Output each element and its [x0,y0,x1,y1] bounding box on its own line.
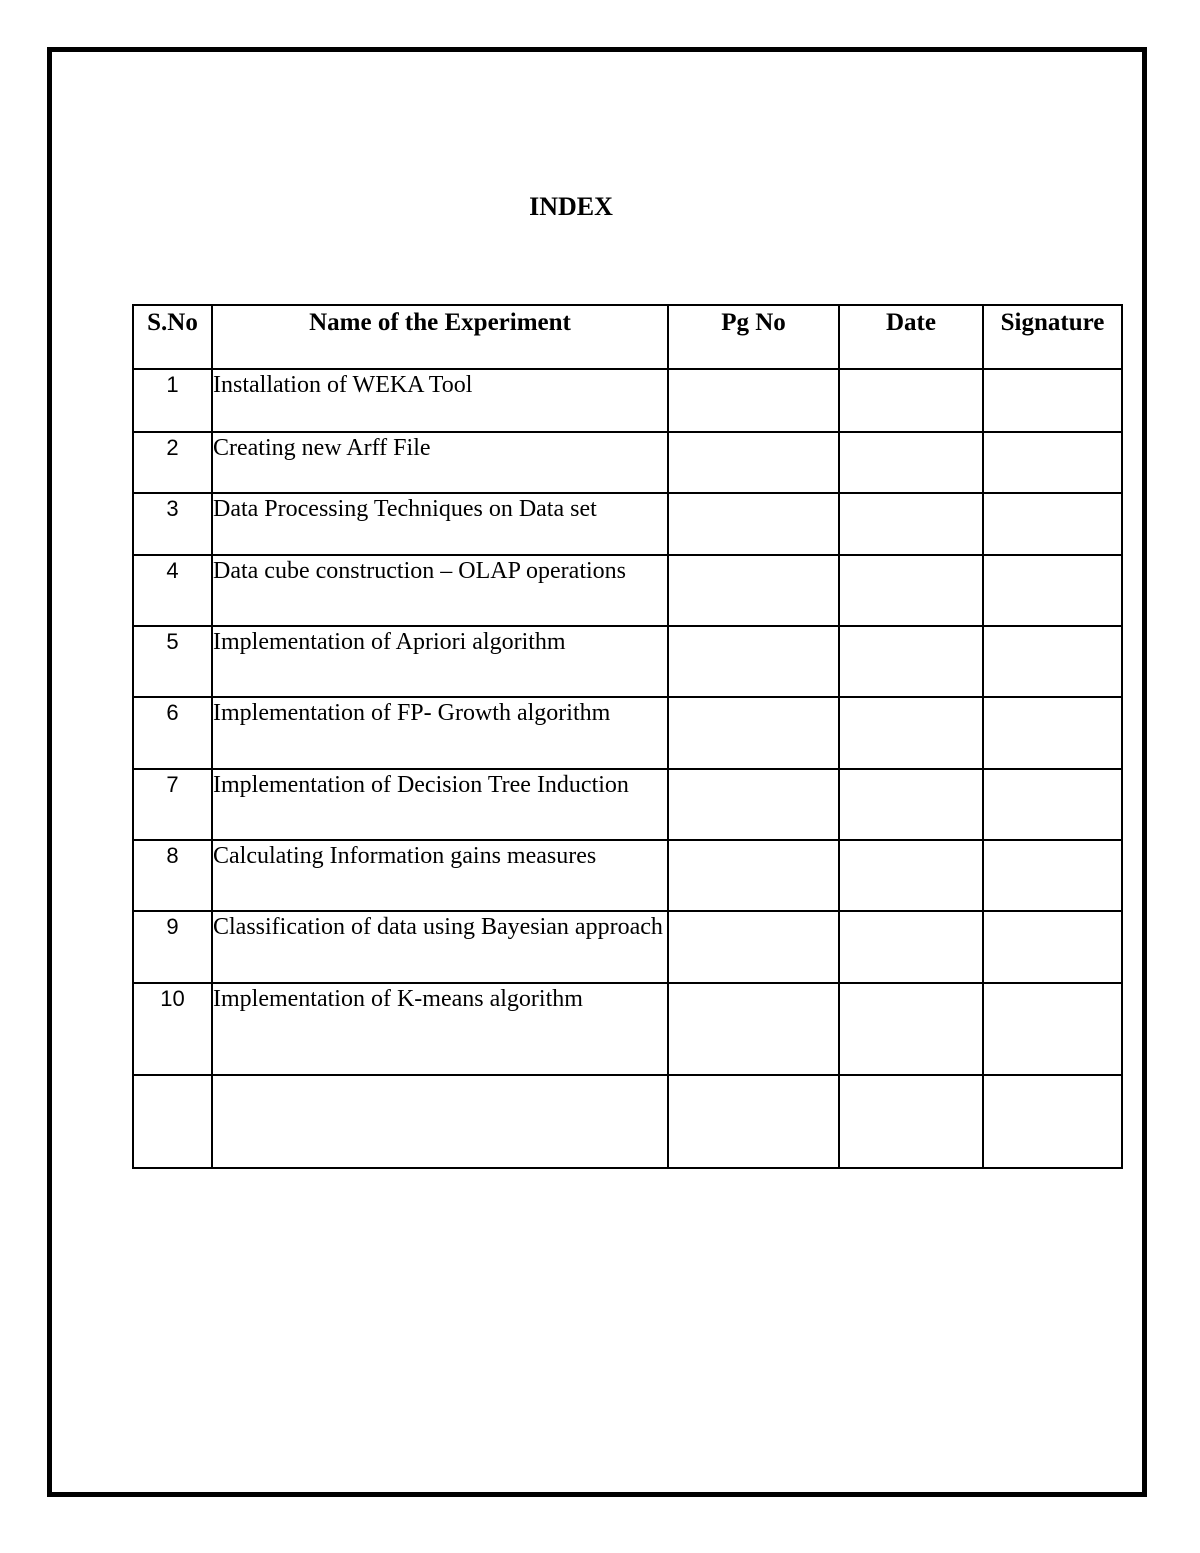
header-experiment-name: Name of the Experiment [212,305,668,369]
cell-page-no [668,555,839,626]
table-row [133,983,1122,1075]
cell-page-no [668,911,839,983]
cell-experiment-name: Implementation of Apriori algorithm [212,626,668,697]
index-table [132,304,1123,1169]
header-signature: Signature [983,305,1122,369]
cell-sno: 4 [133,555,212,626]
cell-page-no [668,840,839,911]
cell-sno [133,1075,212,1168]
cell-date [839,369,983,432]
cell-signature [983,983,1122,1075]
cell-sno: 3 [133,493,212,555]
cell-signature [983,911,1122,983]
cell-sno: 2 [133,432,212,493]
cell-experiment-name: Implementation of K-means algorithm [212,983,668,1075]
cell-page-no [668,369,839,432]
table-row [133,555,1122,626]
cell-date [839,555,983,626]
table-row [133,911,1122,983]
cell-signature [983,432,1122,493]
cell-experiment-name [212,1075,668,1168]
table-row [133,769,1122,840]
cell-page-no [668,626,839,697]
cell-experiment-name: Installation of WEKA Tool [212,369,668,432]
cell-sno: 1 [133,369,212,432]
header-date: Date [839,305,983,369]
table-row [133,1075,1122,1168]
cell-sno: 5 [133,626,212,697]
table-row [133,369,1122,432]
cell-experiment-name: Implementation of Decision Tree Induction [212,769,668,840]
table-row [133,493,1122,555]
cell-signature [983,626,1122,697]
cell-date [839,697,983,769]
cell-page-no [668,1075,839,1168]
cell-signature [983,697,1122,769]
table-row [133,697,1122,769]
cell-sno: 9 [133,911,212,983]
cell-date [839,1075,983,1168]
cell-page-no [668,493,839,555]
table-header-row [133,305,1122,369]
cell-signature [983,369,1122,432]
cell-sno: 8 [133,840,212,911]
cell-experiment-name: Data Processing Techniques on Data set [212,493,668,555]
cell-date [839,911,983,983]
cell-date [839,983,983,1075]
header-sno: S.No [133,305,212,369]
cell-page-no [668,983,839,1075]
cell-page-no [668,432,839,493]
table-row [133,626,1122,697]
cell-signature [983,493,1122,555]
cell-signature [983,1075,1122,1168]
cell-date [839,769,983,840]
cell-date [839,840,983,911]
cell-experiment-name: Creating new Arff File [212,432,668,493]
cell-experiment-name: Classification of data using Bayesian approach [212,911,668,983]
cell-date [839,432,983,493]
cell-signature [983,555,1122,626]
cell-page-no [668,769,839,840]
cell-sno: 10 [133,983,212,1075]
cell-experiment-name: Calculating Information gains measures [212,840,668,911]
header-page-no: Pg No [668,305,839,369]
cell-date [839,493,983,555]
page-title: INDEX [529,192,613,221]
cell-page-no [668,697,839,769]
cell-experiment-name: Data cube construction – OLAP operations [212,555,668,626]
cell-experiment-name: Implementation of FP- Growth algorithm [212,697,668,769]
cell-signature [983,769,1122,840]
table-row [133,432,1122,493]
cell-sno: 7 [133,769,212,840]
table-row [133,840,1122,911]
cell-sno: 6 [133,697,212,769]
cell-signature [983,840,1122,911]
cell-date [839,626,983,697]
